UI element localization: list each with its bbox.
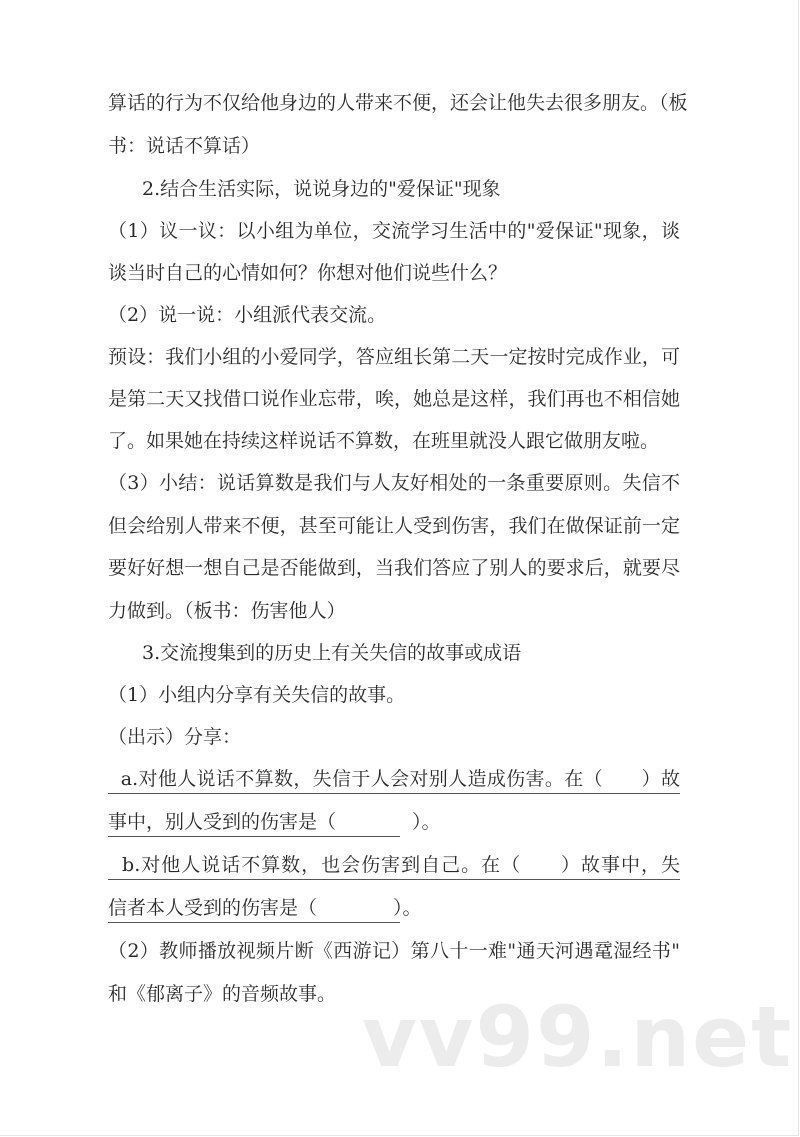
paragraph-line: （出示）分享： (108, 726, 242, 748)
paragraph-line: 和《郁离子》的音频故事。 (108, 983, 337, 1005)
paragraph-line: 力做到。（板书：伤害他人） (108, 600, 346, 622)
paragraph-line: （1）议一议：以小组为单位，交流学习生活中的"爱保证"现象，谈 (108, 220, 680, 242)
section-heading: 3.交流搜集到的历史上有关失信的故事或成语 (142, 642, 522, 664)
paragraph-line: （2）教师播放视频片断《西游记）第八十一难"通天河遇鼋湿经书" (108, 940, 680, 962)
paragraph-line: （2）说一说：小组派代表交流。 (108, 304, 387, 326)
paragraph-line: 书：说话不算话） (108, 135, 261, 157)
fill-in-item-b: b.对他人说话不算数，也会伤害到自己。在（ ）故事中，失 (108, 851, 680, 880)
section-heading: 2.结合生活实际，说说身边的"爱保证"现象 (142, 178, 501, 200)
paragraph-line: 但会给别人带来不便，甚至可能让人受到伤害，我们在做保证前一定 (108, 515, 680, 537)
paragraph-line: 要好好想一想自己是否能做到，当我们答应了别人的要求后，就要尽 (108, 557, 680, 579)
paragraph-line: （1）小组内分享有关失信的故事。 (108, 684, 406, 706)
paragraph-line: 算话的行为不仅给他身边的人带来不便，还会让他失去很多朋友。（板 (108, 92, 688, 114)
fill-in-item-b-cont: 信者本人受到的伤害是（ ）。 (108, 894, 400, 923)
fill-in-item-a: a.对他人说话不算数，失信于人会对别人造成伤害。在（ ）故 (108, 765, 680, 794)
paragraph-line: 预设：我们小组的小爱同学，答应组长第二天一定按时完成作业，可 (108, 346, 680, 368)
watermark: vv99.net (362, 988, 794, 1086)
fill-in-item-a-cont: 事中，别人受到的伤害是（ ）。 (108, 808, 400, 837)
paragraph-line: 谈当时自己的心情如何？你想对他们说些什么？ (108, 262, 508, 284)
paragraph-line: 了。如果她在持续这样说话不算数，在班里就没人跟它做朋友啦。 (108, 430, 660, 452)
paragraph-line: 是第二天又找借口说作业忘带，唉，她总是这样，我们再也不相信她 (108, 388, 680, 410)
paragraph-line: （3）小结：说话算数是我们与人友好相处的一条重要原则。失信不 (108, 472, 680, 494)
